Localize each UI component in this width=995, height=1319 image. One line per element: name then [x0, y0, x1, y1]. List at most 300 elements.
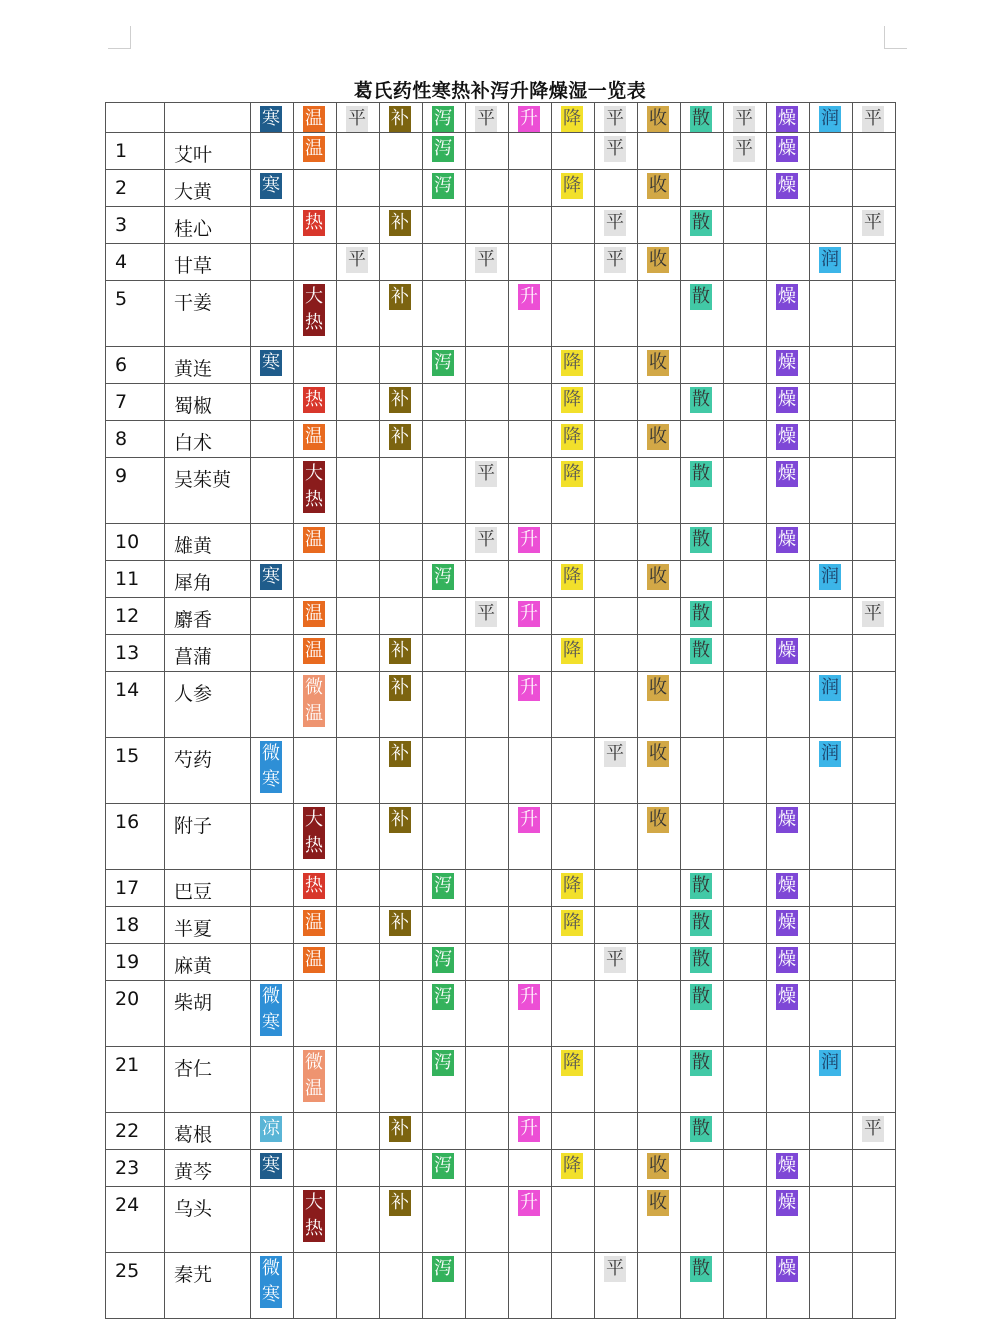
property-tag: 温	[303, 601, 325, 627]
property-cell	[380, 281, 423, 347]
property-cell	[251, 981, 294, 1047]
property-cell	[380, 907, 423, 944]
herb-name: 麝香	[165, 598, 251, 635]
property-cell	[466, 981, 509, 1047]
property-cell	[724, 1253, 767, 1319]
property-cell	[638, 244, 681, 281]
property-cell	[853, 524, 896, 561]
property-tag: 温	[303, 910, 325, 936]
property-cell	[724, 907, 767, 944]
property-cell	[595, 738, 638, 804]
property-cell	[251, 598, 294, 635]
property-cell	[767, 524, 810, 561]
property-cell	[466, 738, 509, 804]
property-cell	[853, 738, 896, 804]
property-cell	[595, 981, 638, 1047]
property-cell	[724, 672, 767, 738]
property-tag: 收	[647, 247, 669, 273]
herb-name: 干姜	[165, 281, 251, 347]
row-number: 16	[106, 804, 165, 870]
property-cell	[294, 133, 337, 170]
property-cell	[767, 981, 810, 1047]
property-tag: 泻	[432, 564, 454, 590]
property-tag: 寒	[260, 173, 282, 199]
property-tag: 大 热	[303, 807, 325, 859]
property-cell	[294, 598, 337, 635]
property-tag: 燥	[776, 136, 798, 162]
property-cell	[552, 170, 595, 207]
property-tag: 泻	[432, 350, 454, 376]
property-cell	[853, 207, 896, 244]
property-cell	[552, 981, 595, 1047]
property-cell	[337, 804, 380, 870]
property-tag: 凉	[260, 1116, 282, 1142]
herb-name: 蜀椒	[165, 384, 251, 421]
property-cell	[552, 347, 595, 384]
property-cell	[595, 598, 638, 635]
property-cell	[466, 1253, 509, 1319]
herb-name: 人参	[165, 672, 251, 738]
property-tag: 润	[819, 741, 841, 767]
property-cell	[552, 907, 595, 944]
header-blank-cell	[106, 103, 165, 133]
property-cell	[251, 281, 294, 347]
property-cell	[337, 421, 380, 458]
property-cell	[337, 1047, 380, 1113]
table-row	[106, 207, 896, 244]
row-number: 15	[106, 738, 165, 804]
property-tag: 补	[389, 387, 411, 413]
property-cell	[810, 870, 853, 907]
property-tag: 降	[561, 424, 583, 450]
header-property-tag: 升	[518, 106, 540, 132]
property-tag: 降	[561, 873, 583, 899]
property-cell	[853, 635, 896, 672]
property-cell	[638, 561, 681, 598]
row-number: 17	[106, 870, 165, 907]
property-cell	[466, 524, 509, 561]
header-property-tag: 平	[733, 106, 755, 132]
property-cell	[251, 804, 294, 870]
property-tag: 升	[518, 1190, 540, 1216]
property-cell	[810, 907, 853, 944]
property-cell	[509, 133, 552, 170]
table-row	[106, 561, 896, 598]
property-tag: 泻	[432, 173, 454, 199]
property-cell	[552, 870, 595, 907]
table-row	[106, 870, 896, 907]
property-tag: 燥	[776, 910, 798, 936]
property-cell	[638, 133, 681, 170]
property-cell	[294, 944, 337, 981]
property-cell	[509, 738, 552, 804]
herb-name: 雄黄	[165, 524, 251, 561]
property-tag: 寒	[260, 564, 282, 590]
property-cell	[294, 524, 337, 561]
row-number: 1	[106, 133, 165, 170]
property-cell	[724, 944, 767, 981]
property-cell	[638, 458, 681, 524]
property-cell	[810, 458, 853, 524]
property-cell	[810, 281, 853, 347]
property-cell	[251, 561, 294, 598]
property-cell	[466, 870, 509, 907]
property-tag: 散	[690, 910, 712, 936]
property-cell	[251, 870, 294, 907]
table-row	[106, 1253, 896, 1319]
property-tag: 泻	[432, 136, 454, 162]
property-cell	[552, 524, 595, 561]
property-cell	[681, 561, 724, 598]
property-cell	[595, 347, 638, 384]
property-tag: 燥	[776, 984, 798, 1010]
property-cell	[681, 672, 724, 738]
page-title: 葛氏药性寒热补泻升降燥湿一览表	[353, 80, 647, 102]
header-property-tag: 补	[389, 106, 411, 132]
property-cell	[810, 133, 853, 170]
property-cell	[767, 598, 810, 635]
property-cell	[423, 170, 466, 207]
property-cell	[767, 1047, 810, 1113]
property-cell	[810, 1150, 853, 1187]
property-cell	[251, 421, 294, 458]
property-cell	[638, 672, 681, 738]
property-cell	[423, 561, 466, 598]
property-tag: 燥	[776, 284, 798, 310]
property-cell	[810, 1187, 853, 1253]
herb-name: 大黄	[165, 170, 251, 207]
property-tag: 寒	[260, 1153, 282, 1179]
property-cell	[466, 347, 509, 384]
property-tag: 燥	[776, 424, 798, 450]
property-cell	[724, 1150, 767, 1187]
property-cell	[595, 524, 638, 561]
property-cell	[509, 1047, 552, 1113]
property-cell	[681, 981, 724, 1047]
property-tag: 散	[690, 461, 712, 487]
property-cell	[337, 907, 380, 944]
property-cell	[681, 598, 724, 635]
property-cell	[724, 244, 767, 281]
property-cell	[380, 561, 423, 598]
property-cell	[337, 672, 380, 738]
property-tag: 燥	[776, 873, 798, 899]
property-cell	[509, 1150, 552, 1187]
property-cell	[423, 944, 466, 981]
property-cell	[595, 384, 638, 421]
property-tag: 润	[819, 564, 841, 590]
property-cell	[466, 1187, 509, 1253]
property-cell	[251, 1047, 294, 1113]
property-cell	[724, 458, 767, 524]
property-tag: 平	[475, 461, 497, 487]
crop-mark-right	[884, 26, 907, 49]
property-cell	[724, 133, 767, 170]
property-cell	[380, 944, 423, 981]
property-tag: 散	[690, 1256, 712, 1282]
property-cell	[595, 207, 638, 244]
property-tag: 泻	[432, 1050, 454, 1076]
property-cell	[767, 421, 810, 458]
property-cell	[810, 1047, 853, 1113]
property-cell	[552, 1150, 595, 1187]
property-tag: 微 温	[303, 1050, 325, 1102]
property-tag: 润	[819, 1050, 841, 1076]
property-tag: 补	[389, 910, 411, 936]
header-row	[106, 103, 896, 133]
property-cell	[466, 1047, 509, 1113]
property-cell	[380, 1150, 423, 1187]
property-cell	[251, 244, 294, 281]
property-tag: 燥	[776, 387, 798, 413]
property-cell	[294, 870, 337, 907]
property-tag: 降	[561, 1050, 583, 1076]
property-cell	[509, 421, 552, 458]
property-cell	[423, 133, 466, 170]
property-cell	[681, 635, 724, 672]
property-tag: 补	[389, 807, 411, 833]
property-cell	[595, 635, 638, 672]
property-tag: 补	[389, 675, 411, 701]
property-cell	[509, 458, 552, 524]
property-cell	[767, 561, 810, 598]
header-cell	[552, 103, 595, 133]
property-tag: 微 温	[303, 675, 325, 727]
property-cell	[853, 458, 896, 524]
property-cell	[509, 907, 552, 944]
table-row	[106, 170, 896, 207]
property-cell	[423, 1113, 466, 1150]
row-number: 23	[106, 1150, 165, 1187]
property-cell	[294, 804, 337, 870]
property-tag: 降	[561, 1153, 583, 1179]
property-cell	[552, 561, 595, 598]
property-cell	[294, 635, 337, 672]
property-tag: 平	[475, 601, 497, 627]
property-tag: 散	[690, 873, 712, 899]
property-tag: 润	[819, 247, 841, 273]
property-cell	[595, 170, 638, 207]
property-cell	[337, 384, 380, 421]
property-cell	[681, 524, 724, 561]
property-cell	[380, 1047, 423, 1113]
property-cell	[294, 561, 337, 598]
property-cell	[337, 170, 380, 207]
property-cell	[724, 1187, 767, 1253]
table-row	[106, 458, 896, 524]
property-tag: 燥	[776, 350, 798, 376]
property-cell	[810, 981, 853, 1047]
property-tag: 燥	[776, 527, 798, 553]
property-cell	[552, 133, 595, 170]
property-cell	[724, 598, 767, 635]
property-cell	[423, 804, 466, 870]
table-row	[106, 598, 896, 635]
herb-name: 乌头	[165, 1187, 251, 1253]
property-tag: 平	[733, 136, 755, 162]
property-cell	[294, 1047, 337, 1113]
property-cell	[552, 598, 595, 635]
property-cell	[853, 281, 896, 347]
property-cell	[509, 524, 552, 561]
herb-property-table	[105, 102, 896, 1319]
property-cell	[638, 1150, 681, 1187]
property-cell	[810, 635, 853, 672]
property-cell	[337, 133, 380, 170]
property-cell	[466, 561, 509, 598]
property-cell	[767, 384, 810, 421]
property-cell	[767, 347, 810, 384]
crop-mark-left	[108, 26, 131, 49]
property-tag: 升	[518, 527, 540, 553]
property-cell	[251, 133, 294, 170]
property-cell	[767, 281, 810, 347]
property-tag: 补	[389, 638, 411, 664]
table-row	[106, 944, 896, 981]
row-number: 5	[106, 281, 165, 347]
property-tag: 收	[647, 173, 669, 199]
property-tag: 泻	[432, 1153, 454, 1179]
property-cell	[466, 907, 509, 944]
property-cell	[294, 207, 337, 244]
herb-name: 葛根	[165, 1113, 251, 1150]
property-cell	[724, 281, 767, 347]
property-cell	[509, 944, 552, 981]
property-tag: 补	[389, 424, 411, 450]
property-cell	[509, 244, 552, 281]
property-cell	[251, 907, 294, 944]
property-cell	[509, 561, 552, 598]
property-cell	[423, 1187, 466, 1253]
property-cell	[509, 170, 552, 207]
property-cell	[466, 133, 509, 170]
property-tag: 降	[561, 638, 583, 664]
property-cell	[466, 170, 509, 207]
property-tag: 温	[303, 947, 325, 973]
property-cell	[294, 1253, 337, 1319]
property-cell	[423, 384, 466, 421]
property-cell	[767, 804, 810, 870]
property-cell	[251, 635, 294, 672]
property-cell	[638, 635, 681, 672]
herb-name: 秦艽	[165, 1253, 251, 1319]
property-cell	[251, 672, 294, 738]
header-cell	[337, 103, 380, 133]
property-cell	[552, 421, 595, 458]
property-cell	[552, 1187, 595, 1253]
property-cell	[681, 347, 724, 384]
property-cell	[724, 738, 767, 804]
property-cell	[552, 672, 595, 738]
property-cell	[767, 458, 810, 524]
table-row	[106, 981, 896, 1047]
header-cell	[294, 103, 337, 133]
property-cell	[380, 524, 423, 561]
property-cell	[380, 1113, 423, 1150]
property-cell	[681, 944, 724, 981]
property-tag: 收	[647, 1153, 669, 1179]
property-cell	[380, 598, 423, 635]
property-cell	[509, 635, 552, 672]
property-cell	[638, 944, 681, 981]
header-property-tag: 平	[862, 106, 884, 132]
property-tag: 补	[389, 1116, 411, 1142]
header-cell	[466, 103, 509, 133]
property-tag: 降	[561, 564, 583, 590]
property-tag: 收	[647, 741, 669, 767]
property-cell	[638, 870, 681, 907]
property-cell	[423, 598, 466, 635]
property-cell	[251, 384, 294, 421]
property-cell	[767, 1113, 810, 1150]
property-tag: 散	[690, 284, 712, 310]
property-tag: 燥	[776, 947, 798, 973]
property-cell	[810, 672, 853, 738]
property-tag: 温	[303, 136, 325, 162]
property-cell	[681, 1150, 724, 1187]
property-cell	[509, 1253, 552, 1319]
property-cell	[595, 1047, 638, 1113]
property-tag: 降	[561, 910, 583, 936]
table-row	[106, 1113, 896, 1150]
property-cell	[509, 1187, 552, 1253]
property-cell	[595, 281, 638, 347]
property-cell	[380, 1253, 423, 1319]
header-property-tag: 温	[303, 106, 325, 132]
herb-name: 桂心	[165, 207, 251, 244]
table-row	[106, 804, 896, 870]
property-cell	[724, 1113, 767, 1150]
table-row	[106, 347, 896, 384]
property-cell	[380, 384, 423, 421]
property-cell	[552, 944, 595, 981]
property-tag: 收	[647, 424, 669, 450]
property-cell	[423, 1253, 466, 1319]
property-tag: 升	[518, 807, 540, 833]
header-cell	[423, 103, 466, 133]
property-tag: 降	[561, 387, 583, 413]
property-cell	[767, 870, 810, 907]
property-cell	[810, 738, 853, 804]
property-tag: 升	[518, 984, 540, 1010]
header-property-tag: 平	[475, 106, 497, 132]
property-tag: 降	[561, 350, 583, 376]
herb-name: 艾叶	[165, 133, 251, 170]
herb-name: 甘草	[165, 244, 251, 281]
property-tag: 泻	[432, 873, 454, 899]
property-tag: 微 寒	[260, 1256, 282, 1308]
property-cell	[294, 738, 337, 804]
property-cell	[380, 738, 423, 804]
property-tag: 平	[604, 247, 626, 273]
property-tag: 收	[647, 675, 669, 701]
property-cell	[681, 458, 724, 524]
property-cell	[423, 907, 466, 944]
property-cell	[595, 1150, 638, 1187]
property-cell	[294, 170, 337, 207]
property-cell	[767, 244, 810, 281]
property-cell	[294, 981, 337, 1047]
property-cell	[552, 1253, 595, 1319]
property-cell	[638, 170, 681, 207]
property-tag: 升	[518, 601, 540, 627]
property-tag: 收	[647, 350, 669, 376]
property-tag: 燥	[776, 173, 798, 199]
herb-name: 白术	[165, 421, 251, 458]
property-cell	[681, 907, 724, 944]
table-row	[106, 133, 896, 170]
property-cell	[724, 981, 767, 1047]
